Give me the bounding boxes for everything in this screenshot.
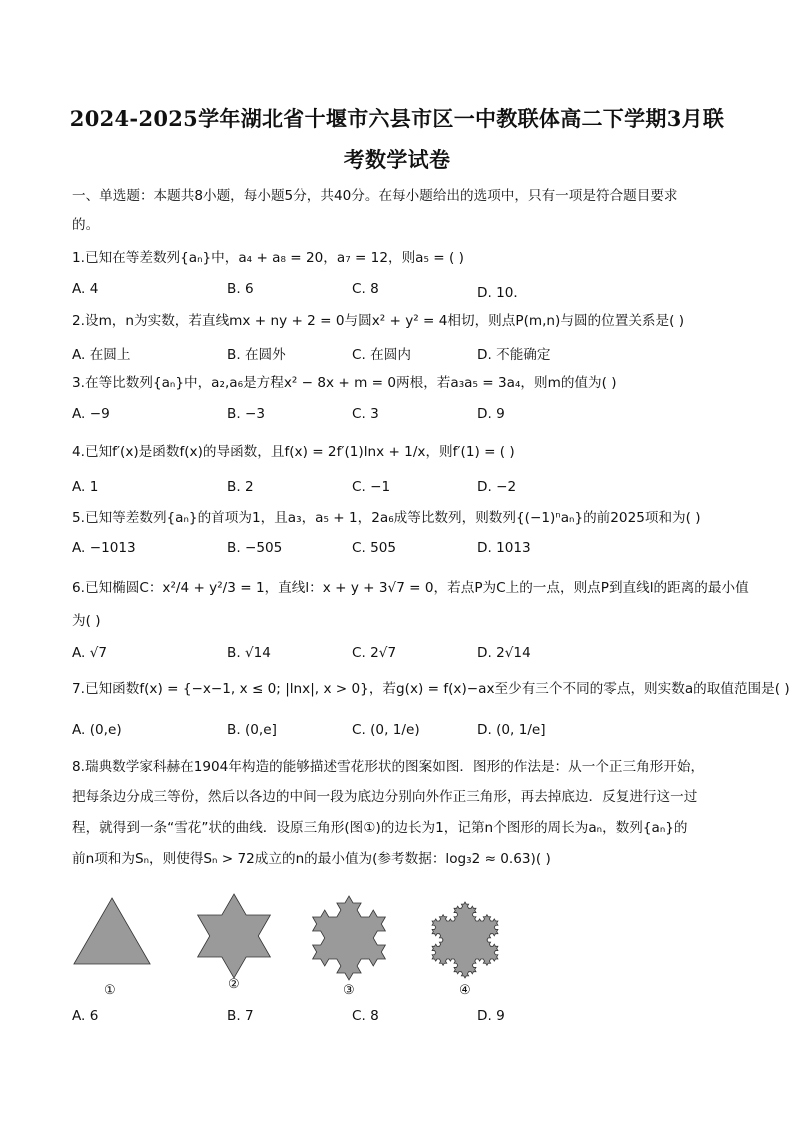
option-c: C. 2√7 (352, 645, 397, 661)
question-3-options (72, 406, 722, 424)
option-b: B. 在圆外 (227, 347, 286, 363)
option-d: D. 1013 (477, 540, 531, 556)
option-b: B. √14 (227, 645, 271, 661)
question-4-options (72, 479, 722, 497)
question-4-stem: 4.已知f′(x)是函数f(x)的导函数，且f(x) = 2f′(1)lnx + 1/x，则f′(1) = ( ) (72, 444, 515, 460)
option-b: B. −505 (227, 540, 283, 556)
question-5-stem: 5.已知等差数列{aₙ}的首项为1，且a₃，a₅ + 1，2a₆成等比数列，则数列{(−1)ⁿaₙ}的前2025项和为( ) (72, 510, 701, 526)
section-instructions-line1: 一、单选题：本题共8小题，每小题5分，共40分。在每小题给出的选项中，只有一项是符合题目要求 (72, 188, 678, 204)
question-8-stem-line4: 前n项和为Sₙ，则使得Sₙ > 72成立的n的最小值为(参考数据：log₃2 ≈ 0.63)( ) (72, 851, 551, 867)
question-1-stem: 1.已知在等差数列{aₙ}中，a₄ + a₈ = 20，a₇ = 12，则a₅ = ( ) (72, 250, 464, 266)
figure-3-snowflake (313, 896, 386, 980)
option-d: D. (0, 1/e] (477, 722, 546, 738)
option-c: C. (0, 1/e) (352, 722, 420, 738)
option-d: D. −2 (477, 479, 517, 495)
option-a: A. √7 (72, 645, 108, 661)
figure-2-caption: ② (228, 977, 240, 992)
figure-3-caption: ③ (343, 983, 355, 998)
question-8-stem-line1: 8.瑞典数学家科赫在1904年构造的能够描述雪花形状的图案如图．图形的作法是：从一个正三角形开始， (72, 759, 705, 775)
exam-title-line1: 2024-2025学年湖北省十堰市六县市区一中教联体高二下学期3月联 (69, 106, 725, 131)
option-c: C. 在圆内 (352, 347, 411, 363)
question-8-stem-line2: 把每条边分成三等份，然后以各边的中间一段为底边分别向外作正三角形，再去掉底边．反复进行这一过 (72, 789, 698, 805)
question-6-stem-line1: 6.已知椭圆C：x²/4 + y²/3 = 1，直线l：x + y + 3√7 = 0，若点P为C上的一点，则点P到直线l的距离的最小值 (72, 580, 749, 596)
question-6-options (72, 645, 722, 663)
section-instructions-line2: 的。 (72, 217, 100, 233)
option-d: D. 9 (477, 406, 505, 422)
option-c: C. 8 (352, 1008, 379, 1024)
option-c: C. 8 (352, 281, 379, 297)
question-1-options (72, 281, 722, 299)
option-b: B. 7 (227, 1008, 254, 1024)
option-b: B. 6 (227, 281, 254, 297)
option-d: D. 不能确定 (477, 347, 551, 363)
question-2-stem: 2.设m，n为实数，若直线mx + ny + 2 = 0与圆x² + y² = 4相切，则点P(m,n)与圆的位置关系是( ) (72, 313, 685, 329)
question-3-stem: 3.在等比数列{aₙ}中，a₂,a₆是方程x² − 8x + m = 0两根，若a₃a₅ = 3a₄，则m的值为( ) (72, 375, 617, 391)
koch-figures-svg (72, 890, 522, 1000)
question-8-options (72, 1008, 722, 1026)
exam-title-line2: 考数学试卷 (343, 147, 451, 172)
option-c: C. 3 (352, 406, 379, 422)
option-c: C. 505 (352, 540, 397, 556)
figure-4-snowflake (432, 902, 498, 978)
option-b: B. (0,e] (227, 722, 277, 738)
question-5-options (72, 540, 722, 558)
option-d: D. 9 (477, 1008, 505, 1024)
question-2-options (72, 343, 722, 361)
figure-2-star (198, 894, 271, 978)
option-a: A. 4 (72, 281, 99, 297)
option-c: C. −1 (352, 479, 391, 495)
option-b: B. 2 (227, 479, 254, 495)
koch-snowflake-figures (72, 890, 522, 1000)
option-a: A. 在圆上 (72, 347, 131, 363)
option-d: D. 10． (477, 285, 528, 301)
option-a: A. (0,e) (72, 722, 122, 738)
option-a: A. −1013 (72, 540, 136, 556)
option-a: A. −9 (72, 406, 110, 422)
option-b: B. −3 (227, 406, 266, 422)
figure-1-triangle (74, 898, 150, 964)
option-a: A. 6 (72, 1008, 99, 1024)
figure-1-caption: ① (104, 983, 116, 998)
option-a: A. 1 (72, 479, 99, 495)
question-7-stem: 7.已知函数f(x) = {−x−1, x ≤ 0; |lnx|, x > 0}，若g(x) = f(x)−ax至少有三个不同的零点，则实数a的取值范围是( ) (72, 681, 790, 697)
figure-4-caption: ④ (459, 983, 471, 998)
option-d: D. 2√14 (477, 645, 531, 661)
question-8-stem-line3: 程，就得到一条“雪花”状的曲线．设原三角形(图①)的边长为1，记第n个图形的周长为aₙ，数列{aₙ}的 (72, 820, 688, 836)
question-7-options (72, 722, 722, 740)
question-6-stem-line2: 为( ) (72, 613, 101, 629)
